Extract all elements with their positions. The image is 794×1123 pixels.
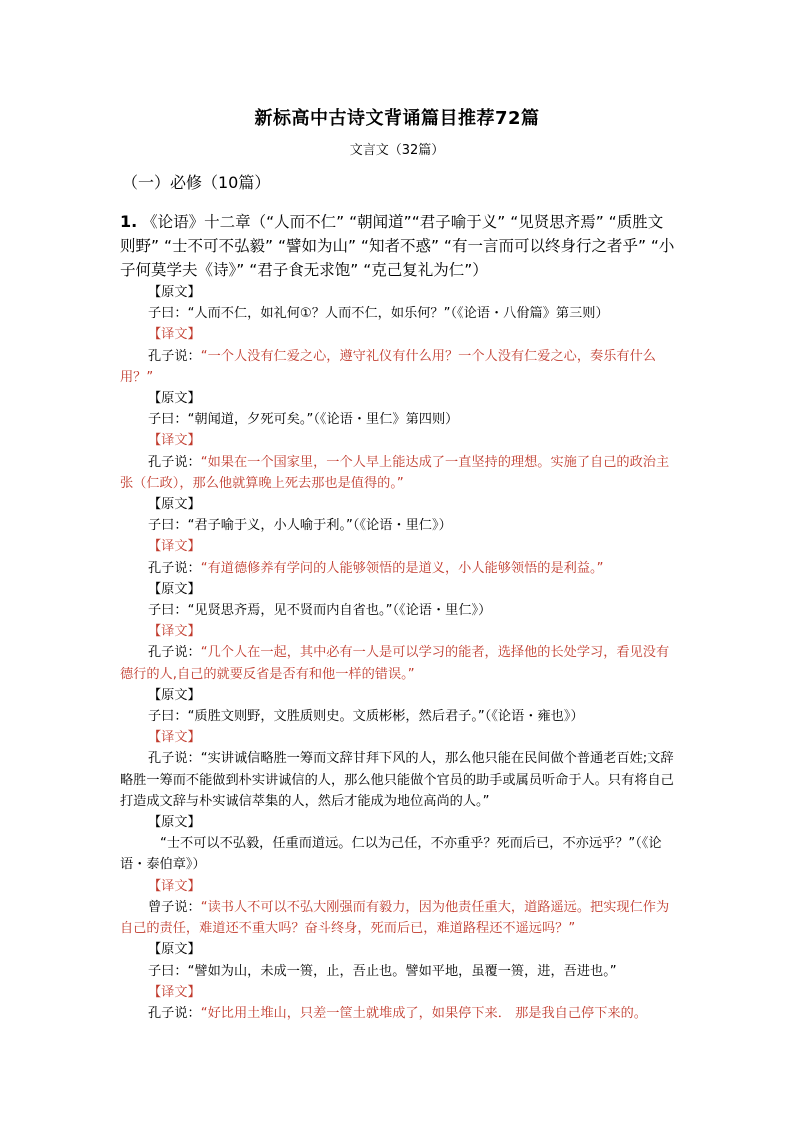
document-title: 新标高中古诗文背诵篇目推荐72篇 [254, 108, 540, 129]
original-text [120, 706, 676, 727]
translation-text [120, 642, 676, 684]
original-text [120, 961, 676, 982]
section-heading: （一）必修（10篇） [122, 173, 271, 192]
translation-speaker: 孔子说： [148, 751, 201, 767]
original-text [120, 303, 676, 324]
original-speaker: 子曰： [148, 603, 188, 619]
original-quote: “人而不仁，如礼何①？人而不仁，如乐何？”（《论语・八佾篇》第三则） [187, 306, 609, 322]
translation-speaker: 孔子说： [148, 560, 201, 576]
original-quote: “譬如为山，未成一篑，止，吾止也。譬如平地，虽覆一篑，进，吾进也。” [187, 963, 617, 979]
translation-text [120, 1003, 676, 1024]
original-label: 【原文】 [148, 391, 201, 407]
translation-quote: “好比用土堆山，只差一筐土就堆成了，如果停下来． 那是我自己停下来的。 [200, 1005, 647, 1021]
original-speaker: 子曰： [148, 306, 188, 322]
translation-speaker: 孔子说： [148, 348, 201, 364]
translation-quote: “读书人不可以不弘大刚强而有毅力，因为他责任重大，道路遥远。把实现仁作为自己的责任，难道还不重大吗？奋斗终身，死而后已，难道路程还不遥远吗？” [120, 899, 670, 937]
translation-quote: “实讲诚信略胜一筹而文辞甘拜下风的人，那么他只能在民间做个普通老百姓;文辞略胜一筹而不能做到朴实讲诚信的人，那么他只能做个官员的助手或属员听命于人。只有将自己打造成文辞与朴实诚信萃集的人，然后才能成为地位高尚的人。” [120, 751, 674, 809]
original-quote: “朝闻道，夕死可矣。”（《论语・里仁》第四则） [187, 412, 459, 428]
translation-text [120, 748, 676, 812]
translation-quote: “一个人没有仁爱之心，遵守礼仪有什么用？一个人没有仁爱之心，奏乐有什么用？” [120, 348, 656, 385]
translation-label: 【译文】 [148, 433, 201, 449]
original-quote: “士不可以不弘毅，任重而道远。仁以为己任，不亦重乎？死而后已，不亦远乎？”（《论语・泰伯章》） [120, 836, 662, 873]
original-text [120, 600, 676, 621]
translation-label: 【译文】 [148, 878, 201, 894]
original-quote: “见贤思齐焉，见不贤而内自省也。”（《论语・里仁》） [187, 603, 492, 619]
translation-speaker: 孔子说： [148, 1005, 201, 1021]
translation-speaker: 曾子说： [148, 899, 201, 915]
translation-quote: “几个人在一起，其中必有一人是可以学习的能者，选择他的长处学习，看见没有德行的人,自己的就要反省是否有和他一样的错误。” [120, 645, 670, 682]
translation-text [120, 452, 676, 494]
original-label: 【原文】 [148, 497, 201, 513]
translation-label: 【译文】 [148, 730, 201, 746]
original-text [120, 409, 676, 430]
original-speaker: 子曰： [148, 963, 188, 979]
original-speaker: 子曰： [148, 412, 188, 428]
original-label: 【原文】 [148, 942, 201, 958]
original-quote: “君子喻于义，小人喻于利。”（《论语・里仁》） [187, 518, 452, 534]
translation-label: 【译文】 [148, 984, 201, 1000]
original-text [120, 515, 676, 536]
original-label: 【原文】 [148, 815, 201, 831]
translation-label: 【译文】 [148, 624, 201, 640]
translation-text [120, 558, 676, 579]
document-body [120, 210, 676, 1024]
translation-quote: “如果在一个国家里，一个人早上能达成了一直坚持的理想。实施了自己的政治主张（仁政），那么他就算晚上死去那也是值得的。” [120, 454, 670, 491]
translation-quote: “有道德修养有学问的人能够领悟的是道义，小人能够领悟的是利益。” [200, 560, 604, 576]
item-heading-text: 《论语》十二章（“人而不仁” “朝闻道”“君子喻于义” “见贤思齐焉” “质胜文则野” “士不可不弘毅” “譬如为山” “知者不惑” “有一言而可以终身行之者乎” “小子何莫学夫《诗》” “君子食无求饱” “克己复礼为仁”） [120, 213, 675, 279]
item-heading [120, 210, 676, 282]
translation-text [120, 897, 676, 939]
translation-label: 【译文】 [148, 327, 201, 343]
translation-speaker: 孔子说： [148, 645, 201, 661]
original-speaker: 子曰： [148, 709, 188, 725]
translation-label: 【译文】 [148, 539, 201, 555]
translation-speaker: 孔子说： [148, 454, 201, 470]
item-number: 1. [120, 212, 138, 231]
original-label: 【原文】 [148, 581, 201, 597]
original-label: 【原文】 [148, 687, 201, 703]
original-text [120, 833, 676, 875]
original-speaker: 子曰： [148, 518, 188, 534]
original-label: 【原文】 [148, 285, 201, 300]
original-quote: “质胜文则野，文胜质则史。文质彬彬，然后君子。”（《论语・雍也》） [187, 709, 584, 725]
document-subtitle: 文言文（32篇） [349, 143, 445, 158]
translation-text [120, 346, 676, 388]
